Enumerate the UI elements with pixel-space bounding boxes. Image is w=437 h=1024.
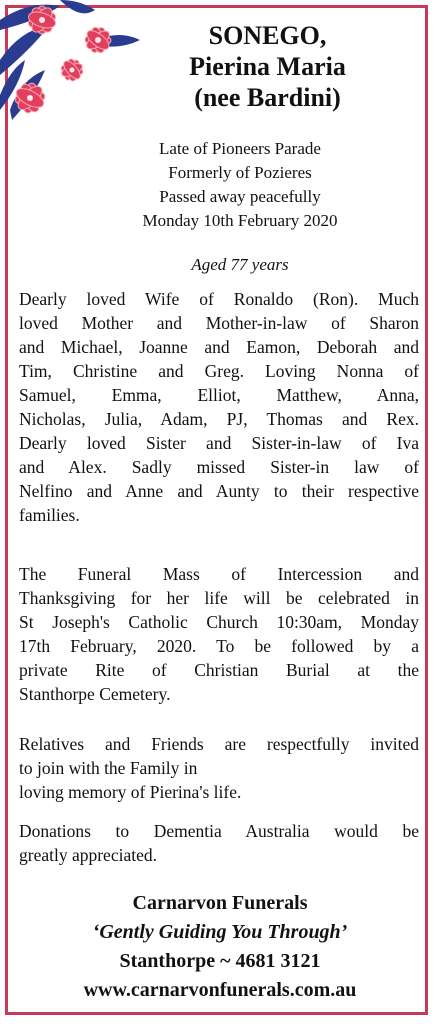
funeral-home-slogan: ‘Gently Guiding You Through’ [92, 921, 348, 943]
notice-line: Monday 10th February 2020 [142, 211, 338, 230]
text-line: Dearly loved Sister and Sister-in-law of Iva [19, 433, 419, 453]
text-line: Dearly loved Wife of Ronaldo (Ron). Much [19, 289, 419, 309]
text-line: to join with the Family in [19, 758, 198, 778]
given-names: Pierina Maria [189, 52, 346, 81]
text-line: The Funeral Mass of Intercession and [19, 564, 419, 584]
text-line: loved Mother and Mother-in-law of Sharon [19, 313, 419, 333]
text-line: and Michael, Joanne and Eamon, Deborah and [19, 337, 419, 357]
invitation-paragraph [19, 732, 419, 804]
funeral-home-phone: Stanthorpe ~ 4681 3121 [119, 950, 321, 972]
maiden-name: (nee Bardini) [194, 83, 341, 112]
family-paragraph [19, 287, 419, 527]
text-line: Relatives and Friends are respectfully invited [19, 734, 419, 754]
text-line: Nicholas, Julia, Adam, PJ, Thomas and Rex. [19, 409, 419, 429]
flower-cluster-icon [0, 0, 150, 150]
notice-line: Formerly of Pozieres [168, 163, 312, 182]
text-line: Nelfino and Anne and Aunty to their respective [19, 481, 419, 501]
funeral-home-name: Carnarvon Funerals [132, 892, 308, 914]
funeral-home-website: www.carnarvonfunerals.com.au [83, 979, 357, 1001]
funeral-mass-paragraph [19, 562, 419, 706]
text-line: Donations to Dementia Australia would be [19, 821, 419, 841]
text-line: families. [19, 505, 80, 525]
text-line: and Alex. Sadly missed Sister-in law of [19, 457, 419, 477]
text-line: Thanksgiving for her life will be celebrated in [19, 588, 419, 608]
text-line: greatly appreciated. [19, 845, 157, 865]
text-line: St Joseph's Catholic Church 10:30am, Monday [19, 612, 419, 632]
text-line: private Rite of Christian Burial at the [19, 660, 419, 680]
notice-line: Passed away peacefully [159, 187, 321, 206]
donations-paragraph [19, 819, 419, 867]
text-line: Samuel, Emma, Elliot, Matthew, Anna, [19, 385, 419, 405]
text-line: 17th February, 2020. To be followed by a [19, 636, 419, 656]
deceased-name [160, 20, 375, 113]
notice-line: Late of Pioneers Parade [159, 139, 321, 158]
text-line: Stanthorpe Cemetery. [19, 684, 171, 704]
age: Aged 77 years [191, 255, 289, 274]
surname: SONEGO, [208, 21, 327, 50]
residence-and-date [80, 137, 400, 233]
text-line: loving memory of Pierina's life. [19, 782, 242, 802]
text-line: Tim, Christine and Greg. Loving Nonna of [19, 361, 419, 381]
